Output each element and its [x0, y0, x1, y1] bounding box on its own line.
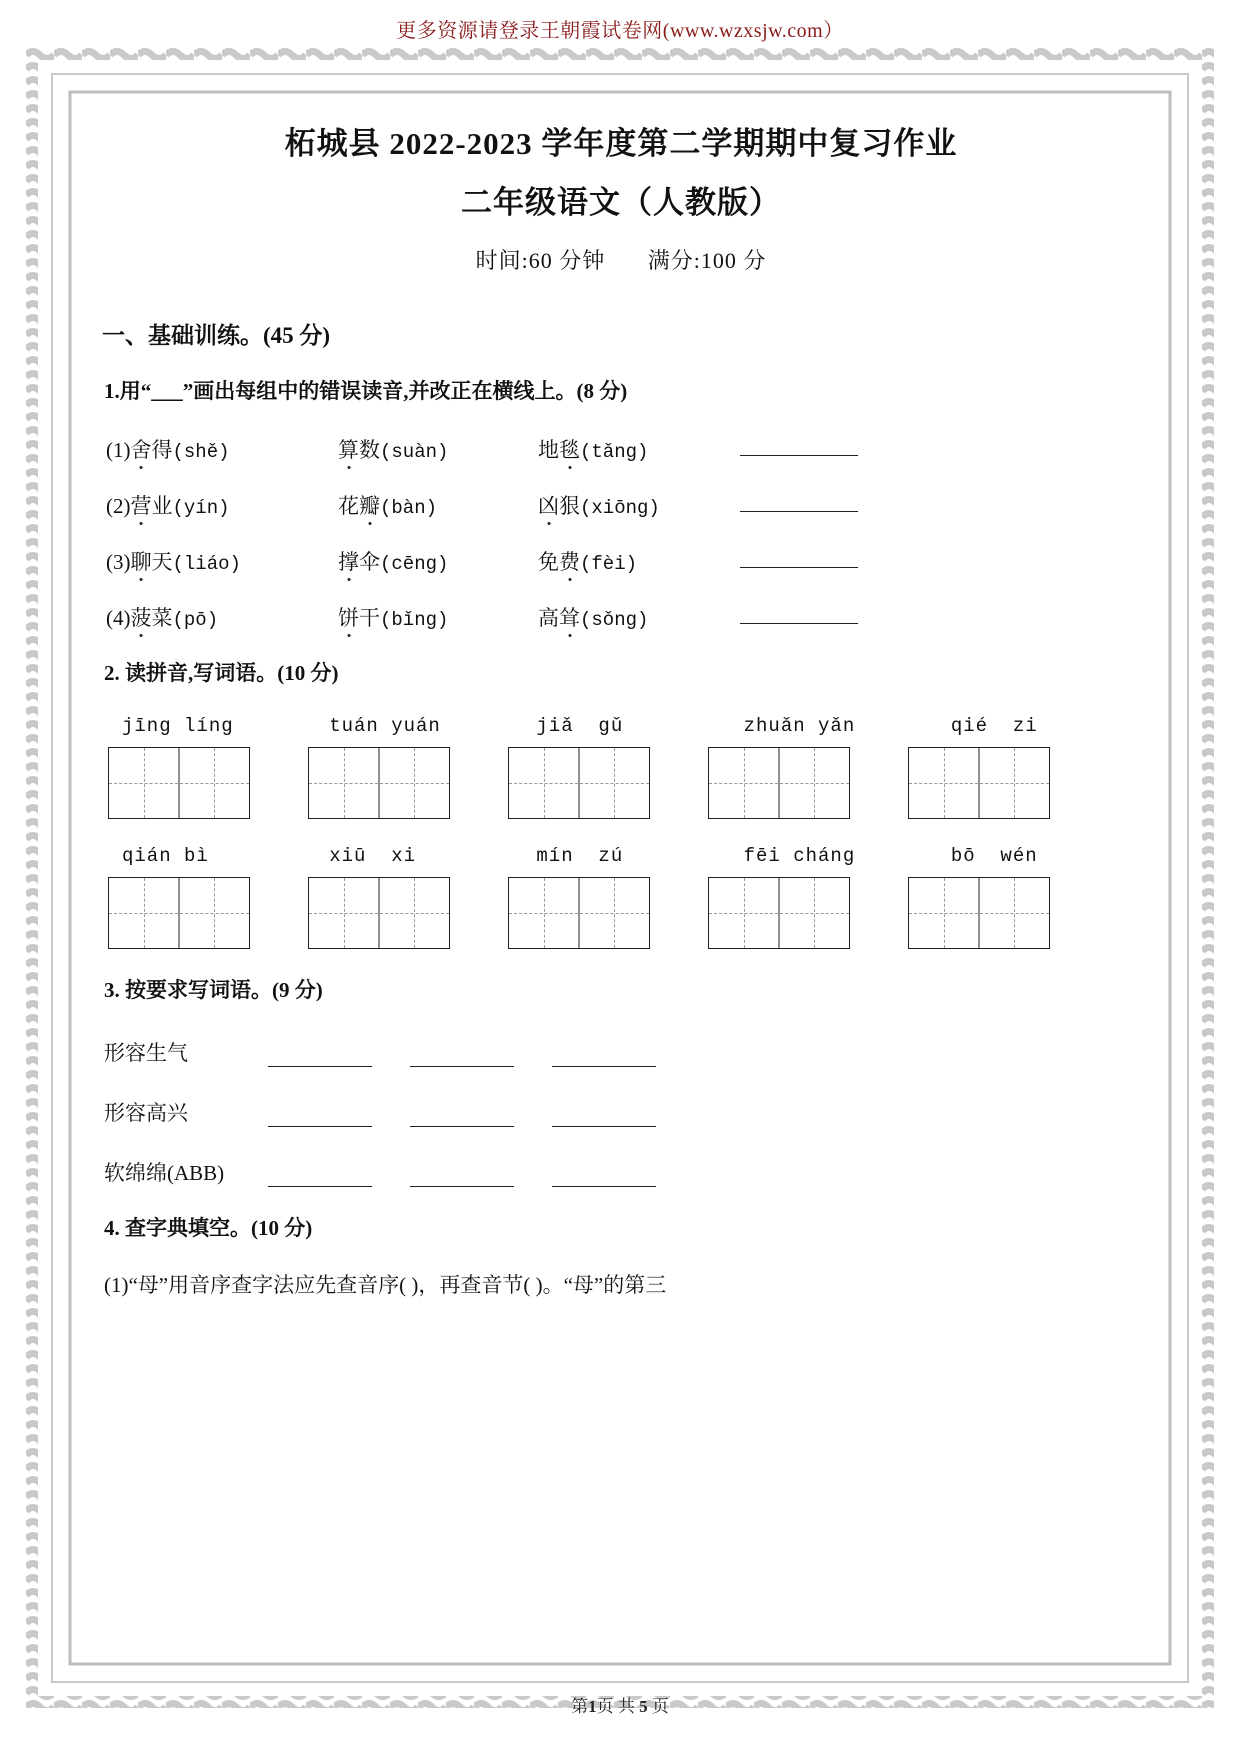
pinyin-label: qián bì	[122, 845, 209, 867]
pinyin-label: jīng líng	[122, 715, 234, 737]
tianzige-box[interactable]	[908, 877, 1050, 949]
tianzige-box[interactable]	[508, 877, 650, 949]
word-char-dotted: 营	[130, 493, 152, 518]
pinyin-label-row-2	[108, 845, 1144, 867]
tianzige-box[interactable]	[708, 747, 850, 819]
site-watermark-header: 更多资源请登录王朝霞试卷网(www.wzxsjw.com）	[396, 20, 844, 42]
list-item	[104, 1157, 1144, 1187]
answer-blank[interactable]	[740, 566, 858, 568]
pinyin-label-row-1	[108, 715, 1144, 737]
pinyin: (pō)	[172, 608, 219, 631]
row-number: (3)	[106, 549, 131, 574]
pinyin: (liáo)	[172, 552, 241, 575]
page-title: 柘城县 2022-2023 学年度第二学期期中复习作业	[284, 126, 958, 161]
pinyin-label: fēi cháng	[743, 845, 856, 867]
pinyin: (bǐng)	[380, 608, 449, 631]
pinyin-label: tuán yuán	[329, 715, 441, 737]
question-4-item-1: (1)“母”用音序查字法应先查音序( )，再查音节( )。“母”的第三	[104, 1273, 667, 1297]
tianzige-box[interactable]	[108, 877, 250, 949]
word-char-dotted: 毯	[559, 437, 580, 462]
table-row: (3)聊天(liáo) 撑伞(cēng) 免费(fèi)	[106, 546, 1144, 576]
pinyin: (cēng)	[380, 552, 449, 575]
answer-blank[interactable]	[552, 1125, 656, 1127]
tianzige-row-1	[108, 747, 1144, 819]
tianzige-box[interactable]	[508, 747, 650, 819]
pinyin: (tǎng)	[580, 440, 649, 463]
page-subtitle: 二年级语文（人教版）	[461, 185, 781, 220]
pinyin-label: qié zi	[950, 715, 1038, 737]
pinyin: (xiōng)	[580, 496, 660, 519]
pinyin: (sǒng)	[580, 608, 649, 631]
table-row: (1)舍得(shě) 算数(suàn) 地毯(tǎng)	[106, 434, 1144, 464]
word-char-dotted: 瓣	[359, 493, 380, 518]
question-2-prompt: 2. 读拼音,写词语。(10 分)	[104, 660, 339, 685]
word-char-dotted: 菠	[130, 605, 152, 630]
word-char-dotted: 算	[338, 437, 359, 462]
word-char-dotted: 凶	[538, 493, 559, 518]
pinyin: (bàn)	[380, 496, 438, 519]
pinyin-label: zhuǎn yǎn	[743, 715, 856, 737]
row-number: (4)	[106, 605, 131, 630]
answer-blank[interactable]	[552, 1065, 656, 1067]
question-3-prompt: 3. 按要求写词语。(9 分)	[104, 978, 323, 1002]
score-label: 满分:100 分	[647, 248, 767, 273]
exam-meta	[98, 244, 1144, 275]
list-item	[104, 1037, 1144, 1067]
document-body	[98, 110, 1144, 1302]
answer-blank[interactable]	[410, 1125, 514, 1127]
question-1-prompt: 1.用“___”画出每组中的错误读音,并改正在横线上。(8 分)	[104, 379, 628, 403]
section-heading-1: 一、基础训练。(45 分)	[102, 323, 331, 348]
word-char-dotted: 撑	[338, 549, 359, 574]
tianzige-box[interactable]	[308, 877, 450, 949]
word-category-label: 形容高兴	[104, 1100, 188, 1125]
answer-blank[interactable]	[552, 1185, 656, 1187]
question-4-prompt: 4. 查字典填空。(10 分)	[104, 1215, 313, 1240]
footer-prefix: 第	[571, 1697, 589, 1716]
answer-blank[interactable]	[268, 1125, 372, 1127]
footer-suffix: 页	[647, 1697, 669, 1716]
tianzige-box[interactable]	[108, 747, 250, 819]
word-category-label: 形容生气	[104, 1040, 188, 1065]
pinyin-label: mín zú	[536, 845, 624, 867]
tianzige-row-2	[108, 877, 1144, 949]
pinyin-label: bō wén	[950, 845, 1038, 867]
tianzige-box[interactable]	[708, 877, 850, 949]
answer-blank[interactable]	[268, 1185, 372, 1187]
list-item	[104, 1097, 1144, 1127]
word-char-dotted: 聊	[130, 549, 152, 574]
question-3-rows	[104, 1037, 1144, 1187]
pinyin: (yín)	[172, 496, 230, 519]
word-category-label: 软绵绵(ABB)	[104, 1160, 225, 1185]
time-label: 时间:60 分钟	[475, 248, 606, 273]
answer-blank[interactable]	[410, 1065, 514, 1067]
tianzige-box[interactable]	[308, 747, 450, 819]
pinyin: (fèi)	[580, 552, 638, 575]
pinyin-label: jiǎ gǔ	[536, 715, 624, 737]
answer-blank[interactable]	[740, 510, 858, 512]
word-char-dotted: 费	[559, 549, 580, 574]
table-row: (4)菠菜(pō) 饼干(bǐng) 高耸(sǒng)	[106, 602, 1144, 632]
answer-blank[interactable]	[268, 1065, 372, 1067]
pinyin-label: xiū xi	[329, 845, 417, 867]
word-char-dotted: 耸	[559, 605, 580, 630]
row-number: (1)	[106, 437, 131, 462]
footer-total-pages: 5	[639, 1697, 648, 1716]
row-number: (2)	[106, 493, 131, 518]
pinyin: (suàn)	[380, 440, 449, 463]
answer-blank[interactable]	[740, 454, 858, 456]
answer-blank[interactable]	[740, 622, 858, 624]
page-footer	[0, 1692, 1240, 1717]
pinyin: (shě)	[172, 440, 230, 463]
question-1-rows	[98, 434, 1144, 632]
answer-blank[interactable]	[410, 1185, 514, 1187]
footer-page-number: 1	[588, 1697, 597, 1716]
table-row: (2)营业(yín) 花瓣(bàn) 凶狠(xiōng)	[106, 490, 1144, 520]
footer-mid: 页 共	[596, 1697, 640, 1716]
tianzige-box[interactable]	[908, 747, 1050, 819]
word-char-dotted: 饼	[338, 605, 359, 630]
word-char-dotted: 舍	[130, 437, 152, 462]
